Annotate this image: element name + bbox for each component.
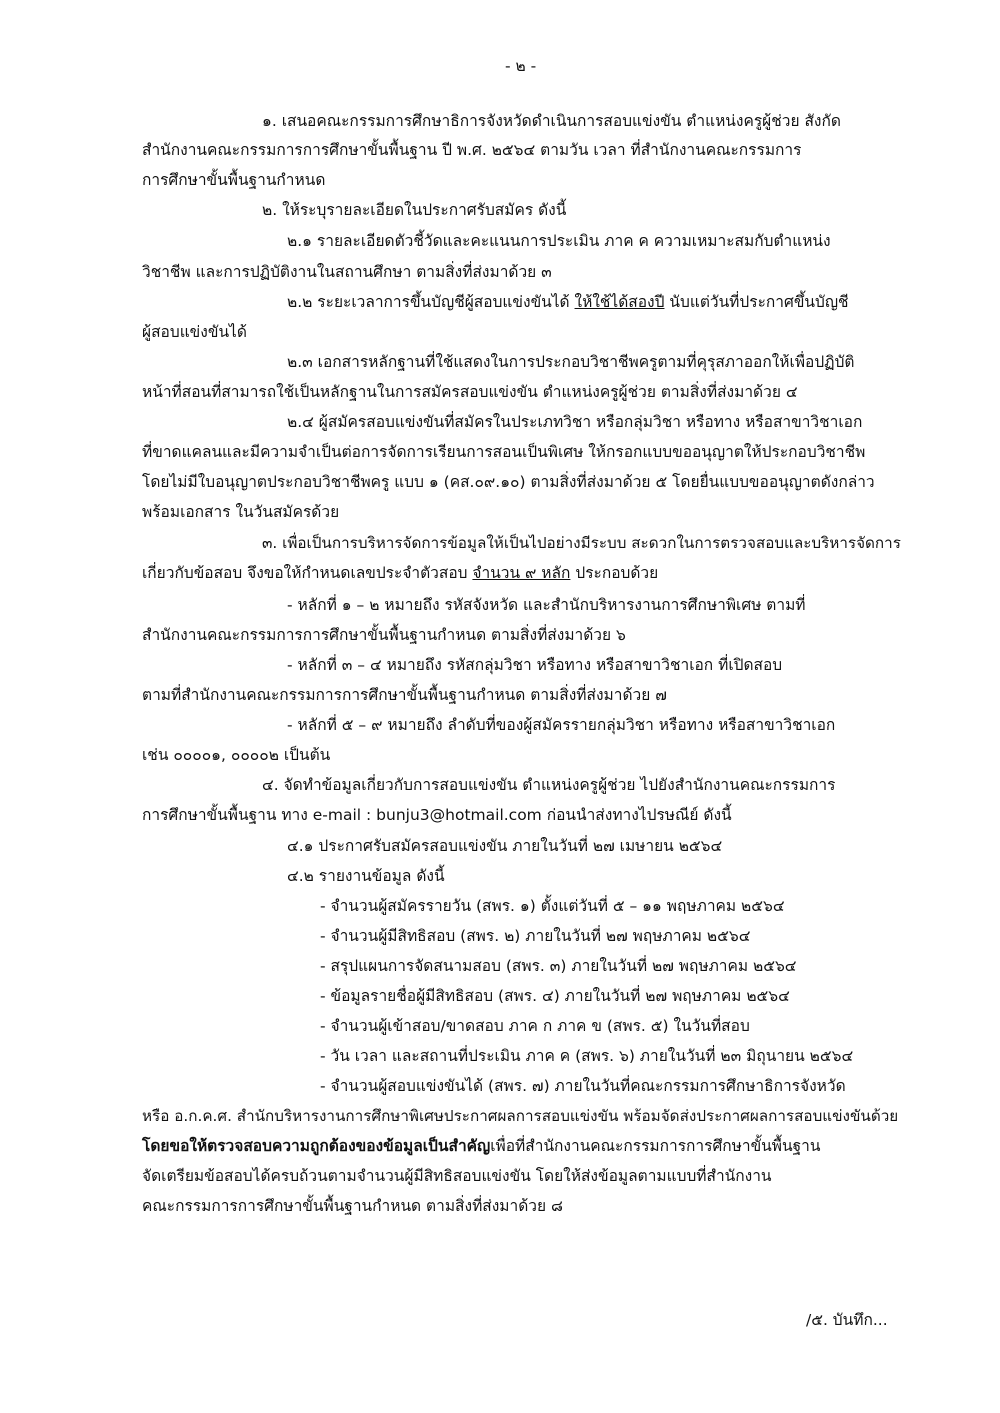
item-2-1-line-1: ๒.๑ รายละเอียดตัวชี้วัดและคะแนนการประเมิน ภาค ค ความเหมาะสมกับตำแหน่ง bbox=[287, 232, 831, 250]
paragraph-1-line-2: สำนักงานคณะกรรมการการศึกษาขั้นพื้นฐาน ปี พ.ศ. ๒๕๖๔ ตามวัน เวลา ที่สำนักงานคณะกรรมการ bbox=[142, 141, 802, 159]
item-2-4-line-3: โดยไม่มีใบอนุญาตประกอบวิชาชีพครู แบบ ๑ (คส.๐๙.๑๐) ตามสิ่งที่ส่งมาด้วย ๕ โดยยื่นแบบขออนุญาตดังกล่าว bbox=[142, 473, 875, 491]
bold-emphasis-text: โดยขอให้ตรวจสอบความถูกต้องของข้อมูลเป็นสำคัญ bbox=[142, 1137, 491, 1155]
item-4-2: ๔.๒ รายงานข้อมูล ดังนี้ bbox=[287, 867, 445, 885]
paragraph-4-line-1: ๔. จัดทำข้อมูลเกี่ยวกับการสอบแข่งขัน ตำแหน่งครูผู้ช่วย ไปยังสำนักงานคณะกรรมการ bbox=[262, 776, 836, 794]
report-item-7-line-4: จัดเตรียมข้อสอบได้ครบถ้วนตามจำนวนผู้มีสิทธิสอบแข่งขัน โดยให้ส่งข้อมูลตามแบบที่สำนักงาน bbox=[142, 1167, 772, 1185]
digit-rule-3-line-2: เช่น ๐๐๐๐๑, ๐๐๐๐๒ เป็นต้น bbox=[142, 746, 331, 764]
paragraph-3-underlined-text: จำนวน ๙ หลัก bbox=[472, 564, 571, 582]
report-item-1: - จำนวนผู้สมัครรายวัน (สพร. ๑) ตั้งแต่วันที่ ๕ – ๑๑ พฤษภาคม ๒๕๖๔ bbox=[320, 897, 785, 915]
digit-rule-2-line-1: - หลักที่ ๓ – ๔ หมายถึง รหัสกลุ่มวิชา หรือทาง หรือสาขาวิชาเอก ที่เปิดสอบ bbox=[287, 656, 783, 674]
report-item-6: - วัน เวลา และสถานที่ประเมิน ภาค ค (สพร. ๖) ภายในวันที่ ๒๓ มิถุนายน ๒๕๖๔ bbox=[320, 1047, 854, 1065]
paragraph-1-line-1: ๑. เสนอคณะกรรมการศึกษาธิการจังหวัดดำเนินการสอบแข่งขัน ตำแหน่งครูผู้ช่วย สังกัด bbox=[262, 112, 841, 130]
report-item-7-line-5: คณะกรรมการการศึกษาขั้นพื้นฐานกำหนด ตามสิ่งที่ส่งมาด้วย ๘ bbox=[142, 1197, 563, 1215]
digit-rule-1-line-1: - หลักที่ ๑ – ๒ หมายถึง รหัสจังหวัด และสำนักบริหารงานการศึกษาพิเศษ ตามที่ bbox=[287, 596, 806, 614]
paragraph-2-heading: ๒. ให้ระบุรายละเอียดในประกาศรับสมัคร ดังนี้ bbox=[262, 201, 567, 219]
item-2-3-line-1: ๒.๓ เอกสารหลักฐานที่ใช้แสดงในการประกอบวิชาชีพครูตามที่คุรุสภาออกให้เพื่อปฏิบัติ bbox=[287, 353, 855, 371]
item-2-4-line-1: ๒.๔ ผู้สมัครสอบแข่งขันที่สมัครในประเภทวิชา หรือกลุ่มวิชา หรือทาง หรือสาขาวิชาเอก bbox=[287, 413, 863, 431]
item-2-2-text-before: ๒.๒ ระยะเวลาการขึ้นบัญชีผู้สอบแข่งขันได้ bbox=[287, 293, 575, 311]
report-item-7-line-1: - จำนวนผู้สอบแข่งขันได้ (สพร. ๗) ภายในวันที่คณะกรรมการศึกษาธิการจังหวัด bbox=[320, 1077, 846, 1095]
report-item-7-line-3 bbox=[142, 1136, 820, 1156]
report-item-7-line-2: หรือ อ.ก.ค.ศ. สำนักบริหารงานการศึกษาพิเศษประกาศผลการสอบแข่งขัน พร้อมจัดส่งประกาศผลการสอบแข่งขันด้วย bbox=[142, 1107, 899, 1125]
report-item-4: - ข้อมูลรายชื่อผู้มีสิทธิสอบ (สพร. ๔) ภายในวันที่ ๒๗ พฤษภาคม ๒๕๖๔ bbox=[320, 987, 790, 1005]
digit-rule-3-line-1: - หลักที่ ๕ – ๙ หมายถึง ลำดับที่ของผู้สมัครรายกลุ่มวิชา หรือทาง หรือสาขาวิชาเอก bbox=[287, 716, 836, 734]
item-2-4-line-4: พร้อมเอกสาร ในวันสมัครด้วย bbox=[142, 503, 340, 521]
item-2-2-text-after: นับแต่วันที่ประกาศขึ้นบัญชี bbox=[664, 293, 849, 311]
bold-line-rest-text: เพื่อที่สำนักงานคณะกรรมการการศึกษาขั้นพื้นฐาน bbox=[490, 1137, 821, 1155]
digit-rule-1-line-2: สำนักงานคณะกรรมการการศึกษาขั้นพื้นฐานกำหนด ตามสิ่งที่ส่งมาด้วย ๖ bbox=[142, 626, 626, 644]
item-2-1-line-2: วิชาชีพ และการปฏิบัติงานในสถานศึกษา ตามสิ่งที่ส่งมาด้วย ๓ bbox=[142, 263, 552, 281]
paragraph-3-text-after: ประกอบด้วย bbox=[570, 564, 659, 582]
report-item-3: - สรุปแผนการจัดสนามสอบ (สพร. ๓) ภายในวันที่ ๒๗ พฤษภาคม ๒๕๖๔ bbox=[320, 957, 797, 975]
paragraph-1-line-3: การศึกษาขั้นพื้นฐานกำหนด bbox=[142, 171, 326, 189]
item-2-2-line-1 bbox=[287, 292, 849, 312]
digit-rule-2-line-2: ตามที่สำนักงานคณะกรรมการการศึกษาขั้นพื้นฐานกำหนด ตามสิ่งที่ส่งมาด้วย ๗ bbox=[142, 686, 667, 704]
paragraph-3-text-before: เกี่ยวกับข้อสอบ จึงขอให้กำหนดเลขประจำตัวสอบ bbox=[142, 564, 473, 582]
report-item-5: - จำนวนผู้เข้าสอบ/ขาดสอบ ภาค ก ภาค ข (สพร. ๕) ในวันที่สอบ bbox=[320, 1017, 750, 1035]
continuation-note: /๕. บันทึก... bbox=[806, 1311, 888, 1329]
item-2-4-line-2: ที่ขาดแคลนและมีความจำเป็นต่อการจัดการเรียนการสอนเป็นพิเศษ ให้กรอกแบบขออนุญาตให้ประกอบวิชาชีพ bbox=[142, 443, 866, 461]
paragraph-3-line-1: ๓. เพื่อเป็นการบริหารจัดการข้อมูลให้เป็นไปอย่างมีระบบ สะดวกในการตรวจสอบและบริหารจัดการ bbox=[262, 534, 901, 552]
paragraph-3-line-2 bbox=[142, 563, 658, 583]
item-2-3-line-2: หน้าที่สอนที่สามารถใช้เป็นหลักฐานในการสมัครสอบแข่งขัน ตำแหน่งครูผู้ช่วย ตามสิ่งที่ส่งมาด้วย ๔ bbox=[142, 383, 798, 401]
item-4-1: ๔.๑ ประกาศรับสมัครสอบแข่งขัน ภายในวันที่ ๒๗ เมษายน ๒๕๖๔ bbox=[287, 837, 723, 855]
item-2-2-line-2: ผู้สอบแข่งขันได้ bbox=[142, 323, 247, 341]
page-number: - ๒ - bbox=[505, 57, 537, 75]
report-item-2: - จำนวนผู้มีสิทธิสอบ (สพร. ๒) ภายในวันที่ ๒๗ พฤษภาคม ๒๕๖๔ bbox=[320, 927, 751, 945]
paragraph-4-line-2: การศึกษาขั้นพื้นฐาน ทาง e-mail : bunju3@hotmail.com ก่อนนำส่งทางไปรษณีย์ ดังนี้ bbox=[142, 806, 732, 824]
item-2-2-underlined-text: ให้ใช้ได้สองปี bbox=[574, 293, 665, 311]
